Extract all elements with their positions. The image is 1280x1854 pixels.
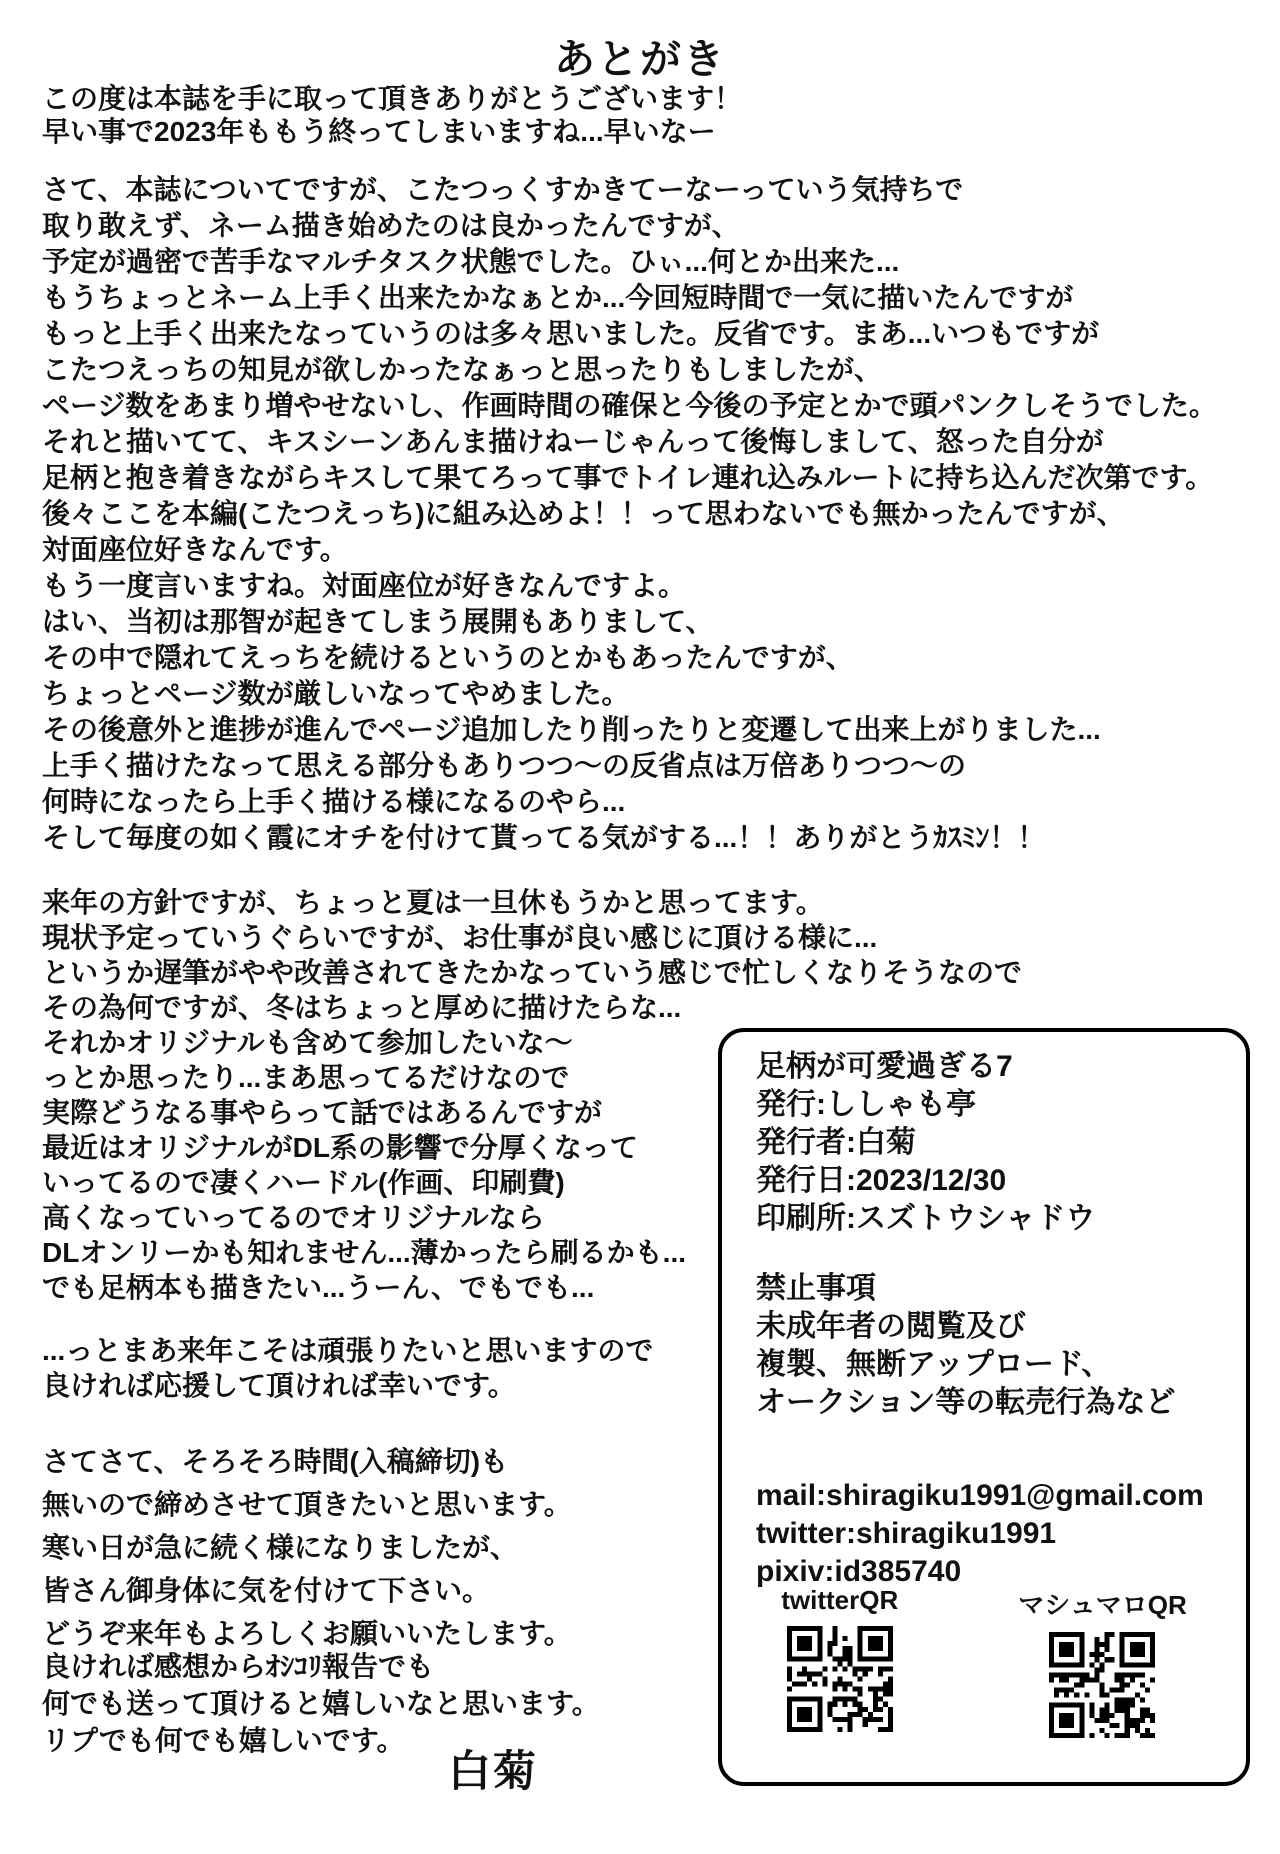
text-line: 現状予定っていうぐらいですが、お仕事が良い感じに頂ける様に...	[42, 922, 878, 953]
marshmallow-qr-code	[1049, 1632, 1155, 1738]
main-paragraph	[42, 172, 1217, 856]
text-line: というか遅筆がやや改善されてきたかなっていう感じで忙しくなりそうなので	[42, 957, 1023, 988]
publication-line: 発行者:白菊	[756, 1126, 916, 1159]
text-line: 来年の方針ですが、ちょっと夏は一旦休もうかと思ってます。	[42, 887, 824, 918]
publication-line: 発行:ししゃも亭	[756, 1088, 976, 1121]
text-line: ...っとまあ来年こそは頑張りたいと思いますので	[42, 1335, 654, 1366]
twitter-qr-label: twitterQR	[781, 1585, 899, 1615]
closing-paragraph-1	[42, 1333, 653, 1403]
text-line: 何でも送って頂けると嬉しいなと思います。	[42, 1688, 600, 1719]
text-line: 高くなっていってるのでオリジナルなら	[42, 1202, 545, 1233]
prohibited-line: 禁止事項	[756, 1272, 876, 1305]
closing-paragraph-2	[42, 1440, 572, 1655]
text-line: ちょっとページ数が厳しいなってやめました。	[42, 678, 630, 709]
text-line: こたつえっちの知見が欲しかったなぁっと思ったりもしましたが、	[42, 354, 883, 385]
text-line: それと描いてて、キスシーンあんま描けねーじゃんって後悔しまして、怒った自分が	[42, 426, 1104, 457]
text-line: っとか思ったり...まあ思ってるだけなので	[42, 1062, 570, 1093]
publication-line: 印刷所:スズトウシャドウ	[756, 1202, 1096, 1235]
text-line: ページ数をあまり増やせないし、作画時間の確保と今後の予定とかで頭パンクしそうでした。	[42, 390, 1217, 421]
intro-paragraph	[42, 82, 742, 148]
prohibited-items	[756, 1270, 1175, 1422]
text-line: DLオンリーかも知れません...薄かったら刷るかも...	[42, 1237, 687, 1268]
text-line: もう一度言いますね。対面座位が好きなんですよ。	[42, 570, 687, 601]
text-line: 良ければ応援して頂ければ幸いです。	[42, 1370, 516, 1401]
twitter-qr-code	[787, 1626, 893, 1732]
text-line: さてさて、そろそろ時間(入稿締切)も	[42, 1446, 509, 1477]
text-line: 最近はオリジナルがDL系の影響で分厚くなって	[42, 1132, 638, 1163]
text-line: はい、当初は那智が起きてしまう展開もありまして、	[42, 606, 714, 637]
publication-line: 足柄が可愛過ぎる7	[756, 1050, 1013, 1083]
text-line: 実際どうなる事やらって話ではあるんですが	[42, 1097, 603, 1128]
contact-line: twitter:shiragiku1991	[756, 1517, 1057, 1550]
text-line: そして毎度の如く霞にオチを付けて貰ってる気がする...！！ありがとうｶｽﾐﾝ！！	[42, 822, 1046, 853]
text-line: それかオリジナルも含めて参加したいな〜	[42, 1027, 573, 1058]
contact-line: pixiv:id385740	[756, 1555, 962, 1588]
text-line: 上手く描けたなって思える部分もありつつ〜の反省点は万倍ありつつ〜の	[42, 750, 967, 781]
text-line: もっと上手く出来たなっていうのは多々思いました。反省です。まあ...いつもですが	[42, 318, 1100, 349]
text-line: どうぞ来年もよろしくお願いいたします。	[42, 1618, 572, 1649]
text-line: 後々ここを本編(こたつえっち)に組み込めよ！！って思わないでも無かったんですが、	[42, 498, 1125, 529]
text-line: 取り敢えず、ネーム描き始めたのは良かったんですが、	[42, 210, 740, 241]
text-line: 無いので締めさせて頂きたいと思います。	[42, 1489, 572, 1520]
publication-line: 発行日:2023/12/30	[756, 1164, 1007, 1197]
text-line: さて、本誌についてですが、こたつっくすかきてーなーっていう気持ちで	[42, 174, 964, 205]
text-line: この度は本誌を手に取って頂きありがとうございます！	[42, 83, 743, 114]
marshmallow-qr-group	[1018, 1585, 1186, 1738]
prohibited-line: 未成年者の閲覧及び	[756, 1310, 1026, 1343]
contact-line: mail:shiragiku1991@gmail.com	[756, 1479, 1204, 1512]
text-line: 予定が過密で苦手なマルチタスク状態でした。ひぃ...何とか出来た...	[42, 246, 900, 277]
qr-row	[722, 1585, 1246, 1738]
text-line: でも足柄本も描きたい...うーん、でもでも...	[42, 1272, 595, 1303]
text-line: 何時になったら上手く描ける様になるのやら...	[42, 786, 626, 817]
prohibited-line: オークション等の転売行為など	[756, 1386, 1176, 1419]
text-line: 寒い日が急に続く様になりましたが、	[42, 1532, 519, 1563]
text-line: リプでも何でも嬉しいです。	[42, 1725, 405, 1756]
text-line: その為何ですが、冬はちょっと厚めに描けたらな...	[42, 992, 682, 1023]
text-line: 対面座位好きなんです。	[42, 534, 348, 565]
text-line: その中で隠れてえっちを続けるというのとかもあったんですが、	[42, 642, 854, 673]
page-title: あとがき	[554, 36, 726, 82]
colophon-box	[718, 1028, 1250, 1786]
marshmallow-qr-label: マシュマロQR	[1018, 1590, 1187, 1620]
text-line: 皆さん御身体に気を付けて下さい。	[42, 1575, 491, 1606]
prohibited-line: 複製、無断アップロード、	[756, 1348, 1112, 1381]
author-signature: 白菊	[448, 1748, 538, 1796]
text-line: 足柄と抱き着きながらキスして果てろって事でトイレ連れ込みルートに持ち込んだ次第です。	[42, 462, 1214, 493]
text-line: 早い事で2023年ももう終ってしまいますね...早いなー	[42, 116, 716, 147]
contact-info	[756, 1477, 1204, 1591]
twitter-qr-group	[781, 1585, 898, 1738]
text-line: その後意外と進捗が進んでページ追加したり削ったりと変遷して出来上がりました...	[42, 714, 1101, 745]
text-line: もうちょっとネーム上手く出来たかなぁとか...今回短時間で一気に描いたんですが	[42, 282, 1074, 313]
text-line: いってるので凄くハードル(作画、印刷費)	[42, 1167, 565, 1198]
text-line: 良ければ感想からｵｼｺﾘ報告でも	[42, 1651, 435, 1682]
publication-info	[756, 1048, 1095, 1238]
